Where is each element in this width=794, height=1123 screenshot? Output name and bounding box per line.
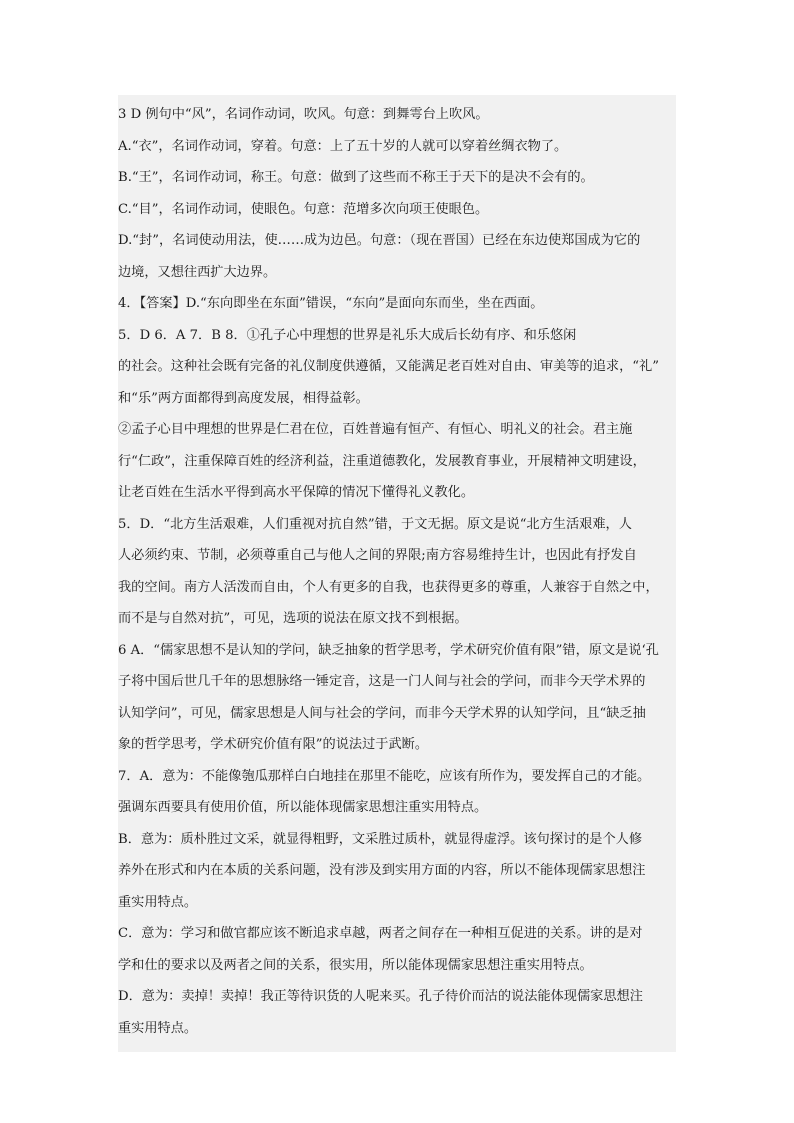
paragraph-q7d xyxy=(118,981,676,1044)
text-line: A.“衣”，名词作动词，穿着。句意：上了五十岁的人就可以穿着丝绸衣物了。 xyxy=(118,138,568,154)
text-line: 强调东西要具有使用价值，所以能体现儒家思想注重实用特点。 xyxy=(118,800,488,815)
paragraph-q4 xyxy=(118,288,676,320)
text-line: 7．A．意为：不能像匏瓜那样白白地挂在那里不能吃，应该有所作为，要发挥自己的才能。 xyxy=(118,768,651,784)
paragraph-q7c xyxy=(118,918,676,981)
text-line: 4．【答案】D.“东向即坐在东面”错误，“东向”是面向东而坐，坐在西面。 xyxy=(118,296,544,311)
text-line: 而不是与自然对抗”，可见，选项的说法在原文找不到根据。 xyxy=(118,611,468,626)
text-line: 养外在形式和内在本质的关系问题，没有涉及到实用方面的内容，所以不能体现儒家思想注 xyxy=(118,863,646,878)
paragraph-q5x xyxy=(118,509,676,635)
text-line: B.“王”，名词作动词，称王。句意：做到了这些而不称王于天下的是决不会有的。 xyxy=(118,170,594,185)
text-line: 让老百姓在生活水平得到高水平保障的情况下懂得礼义教化。 xyxy=(118,485,475,500)
text-line: 人必须约束、节制，必须尊重自己与他人之间的界限;南方容易维持生计，也因此有抒发自 xyxy=(118,548,637,563)
paragraph-q5-8 xyxy=(118,320,676,415)
paragraph-q3b xyxy=(118,162,676,194)
paragraph-q3c xyxy=(118,194,676,226)
answer-text-block xyxy=(118,95,676,1052)
text-line: 3 D 例句中“风”，名词作动词，吹风。句意：到舞雩台上吹风。 xyxy=(118,107,489,122)
text-line: 子将中国后世几千年的思想脉络一锤定音，这是一门人间与社会的学问，而非今天学术界的 xyxy=(118,674,646,689)
text-line: B．意为：质朴胜过文采，就显得粗野，文采胜过质朴，就显得虚浮。该句探讨的是个人修 xyxy=(118,831,642,847)
paragraph-q7b xyxy=(118,824,676,919)
text-line: C.“目”，名词作动词，使眼色。句意：范增多次向项王使眼色。 xyxy=(118,201,489,217)
text-line: 学和仕的要求以及两者之间的关系，很实用，所以能体现儒家思想注重实用特点。 xyxy=(118,957,593,973)
paragraph-q6 xyxy=(118,635,676,761)
text-line: ②孟子心目中理想的世界是仁君在位，百姓普遍有恒产、有恒心、明礼义的社会。君主施 xyxy=(118,422,633,437)
text-line: 重实用特点。 xyxy=(118,1020,198,1036)
text-line: 认知学问”，可见，儒家思想是人间与社会的学问，而非今天学术界的认知学问，且“缺乏抽 xyxy=(118,705,646,721)
paragraph-q8b xyxy=(118,414,676,509)
text-line: 象的哲学思考，学术研究价值有限”的说法过于武断。 xyxy=(118,737,429,752)
text-line: 5．D 6．A 7．B 8．①孔子心中理想的世界是礼乐大成后长幼有序、和乐悠闲 xyxy=(118,327,577,343)
text-line: C．意为：学习和做官都应该不断追求卓越，两者之间存在一种相互促进的关系。讲的是对 xyxy=(118,926,643,941)
text-line: D．意为：卖掉！卖掉！我正等待识货的人呢来买。孔子待价而沽的说法能体现儒家思想注 xyxy=(118,989,643,1004)
text-line: 边境，又想往西扩大边界。 xyxy=(118,264,277,280)
paragraph-q7a xyxy=(118,761,676,824)
text-line: 和“乐”两方面都得到高度发展，相得益彰。 xyxy=(118,390,369,406)
text-line: 重实用特点。 xyxy=(118,894,198,910)
text-line: 我的空间。南方人活泼而自由，个人有更多的自我，也获得更多的尊重，人兼容于自然之中， xyxy=(118,579,659,595)
text-line: 行“仁政”，注重保障百姓的经济利益，注重道德教化，发展教育事业，开展精神文明建设， xyxy=(118,453,646,469)
paragraph-q3 xyxy=(118,99,676,131)
paragraph-q3d xyxy=(118,225,676,288)
text-line: 5．D．“北方生活艰难，人们重视对抗自然”错，于文无据。原文是说“北方生活艰难，人 xyxy=(118,516,632,532)
text-line: 的社会。这种社会既有完备的礼仪制度供遵循，又能满足老百姓对自由、审美等的追求，“礼” xyxy=(118,359,659,374)
text-line: 6 A．“儒家思想不是认知的学问，缺乏抽象的哲学思考，学术研究价值有限”错，原文是说‘孔 xyxy=(118,642,659,658)
text-line: D.“封”，名词使动用法，使……成为边邑。句意：（现在晋国）已经在东边使郑国成为它的 xyxy=(118,233,641,248)
paragraph-q3a xyxy=(118,131,676,163)
